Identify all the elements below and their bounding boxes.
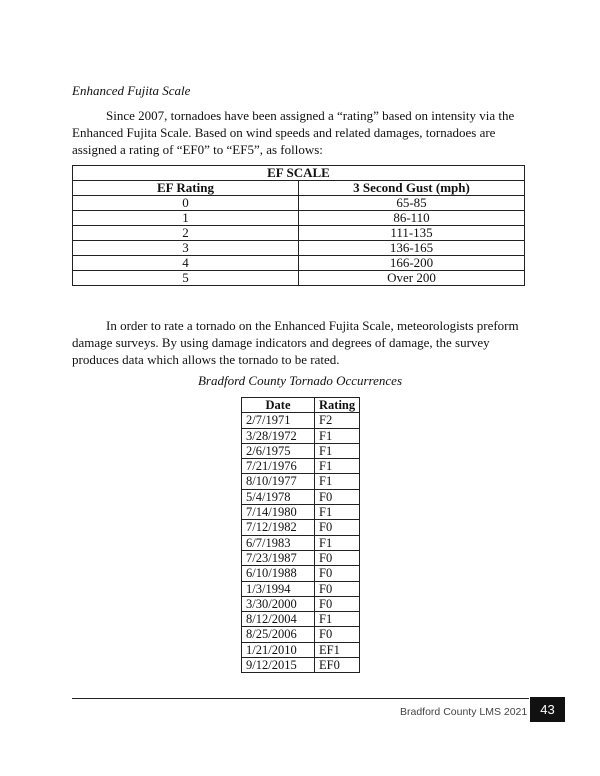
occurrence-date-cell: 9/12/2015: [242, 658, 315, 673]
occurrence-rating-cell: F1: [315, 535, 360, 550]
occurrence-row: [242, 413, 360, 428]
intro-paragraph-text: Since 2007, tornadoes have been assigned a “rating” based on intensity via the Enhanced Fujita Scale. Based on wind speeds and related damages, tornadoes are assigned a rating of “EF0” to “EF5”, as follows:: [72, 108, 515, 157]
occurrence-row: [242, 505, 360, 520]
ef-table-row: [73, 196, 525, 211]
ef-rating-cell: 0: [73, 196, 299, 211]
occurrence-rating-cell: F1: [315, 428, 360, 443]
ef-rating-cell: 1: [73, 211, 299, 226]
gust-speed-cell: 136-165: [299, 241, 525, 256]
occurrence-rating-cell: F0: [315, 520, 360, 535]
occurrence-rating-cell: F0: [315, 627, 360, 642]
occurrence-rating-cell: F1: [315, 459, 360, 474]
occurrence-date-cell: 1/3/1994: [242, 581, 315, 596]
occ-header-rating: Rating: [315, 398, 360, 413]
ef-table-row: [73, 241, 525, 256]
ef-rating-cell: 4: [73, 256, 299, 271]
ef-table-row: [73, 211, 525, 226]
occurrence-date-cell: 7/12/1982: [242, 520, 315, 535]
occurrence-date-cell: 3/30/2000: [242, 596, 315, 611]
occurrence-row: [242, 520, 360, 535]
gust-speed-cell: 65-85: [299, 196, 525, 211]
occurrence-row: [242, 612, 360, 627]
occurrence-date-cell: 3/28/1972: [242, 428, 315, 443]
occurrence-row: [242, 459, 360, 474]
occurrence-date-cell: 8/25/2006: [242, 627, 315, 642]
occurrence-date-cell: 8/10/1977: [242, 474, 315, 489]
ef-table-row: [73, 271, 525, 286]
occurrence-rating-cell: F2: [315, 413, 360, 428]
occurrence-row: [242, 642, 360, 657]
occurrence-row: [242, 489, 360, 504]
occurrence-rating-cell: EF1: [315, 642, 360, 657]
occurrence-date-cell: 2/6/1975: [242, 443, 315, 458]
occurrence-date-cell: 8/12/2004: [242, 612, 315, 627]
occurrence-rating-cell: F0: [315, 489, 360, 504]
occurrences-caption: Bradford County Tornado Occurrences: [197, 373, 403, 388]
ef-table-row: [73, 226, 525, 241]
occurrence-date-cell: 1/21/2010: [242, 642, 315, 657]
occurrence-date-cell: 6/10/1988: [242, 566, 315, 581]
occurrence-row: [242, 581, 360, 596]
ef-table-header-rating: EF Rating: [73, 181, 299, 196]
gust-speed-cell: 166-200: [299, 256, 525, 271]
occurrence-row: [242, 443, 360, 458]
occurrence-rating-cell: EF0: [315, 658, 360, 673]
occurrence-rating-cell: F1: [315, 474, 360, 489]
occurrence-row: [242, 428, 360, 443]
occurrence-rating-cell: F0: [315, 596, 360, 611]
occurrence-rating-cell: F1: [315, 443, 360, 458]
gust-speed-cell: Over 200: [299, 271, 525, 286]
footer-text: Bradford County LMS 2021: [400, 706, 528, 718]
footer-divider: [72, 698, 529, 699]
occurrence-rating-cell: F0: [315, 550, 360, 565]
page-number: 43: [530, 697, 565, 722]
ef-table-title: EF SCALE: [73, 166, 525, 181]
section-heading: Enhanced Fujita Scale: [72, 83, 191, 98]
occurrence-date-cell: 6/7/1983: [242, 535, 315, 550]
occurrence-row: [242, 535, 360, 550]
occurrence-rating-cell: F1: [315, 612, 360, 627]
occ-header-date: Date: [242, 398, 315, 413]
ef-table-row: [73, 256, 525, 271]
occurrence-date-cell: 7/14/1980: [242, 505, 315, 520]
occurrence-row: [242, 550, 360, 565]
occurrence-row: [242, 566, 360, 581]
survey-paragraph: [72, 317, 527, 368]
ef-scale-table: [72, 165, 525, 286]
intro-paragraph: [72, 107, 527, 158]
occurrence-date-cell: 5/4/1978: [242, 489, 315, 504]
gust-speed-cell: 111-135: [299, 226, 525, 241]
ef-rating-cell: 3: [73, 241, 299, 256]
ef-rating-cell: 5: [73, 271, 299, 286]
gust-speed-cell: 86-110: [299, 211, 525, 226]
occurrence-date-cell: 7/21/1976: [242, 459, 315, 474]
occurrence-rating-cell: F0: [315, 581, 360, 596]
occurrence-row: [242, 474, 360, 489]
ef-rating-cell: 2: [73, 226, 299, 241]
occurrence-row: [242, 658, 360, 673]
survey-paragraph-text: In order to rate a tornado on the Enhanced Fujita Scale, meteorologists preform damage surveys. By using damage indicators and degrees of damage, the survey produces data which allows the tornado to be rated.: [72, 318, 519, 367]
occurrences-table: [241, 397, 360, 673]
occurrence-date-cell: 2/7/1971: [242, 413, 315, 428]
ef-table-header-gust: 3 Second Gust (mph): [299, 181, 525, 196]
occurrence-row: [242, 627, 360, 642]
occurrence-rating-cell: F0: [315, 566, 360, 581]
occurrence-date-cell: 7/23/1987: [242, 550, 315, 565]
occurrence-row: [242, 596, 360, 611]
occurrence-rating-cell: F1: [315, 505, 360, 520]
